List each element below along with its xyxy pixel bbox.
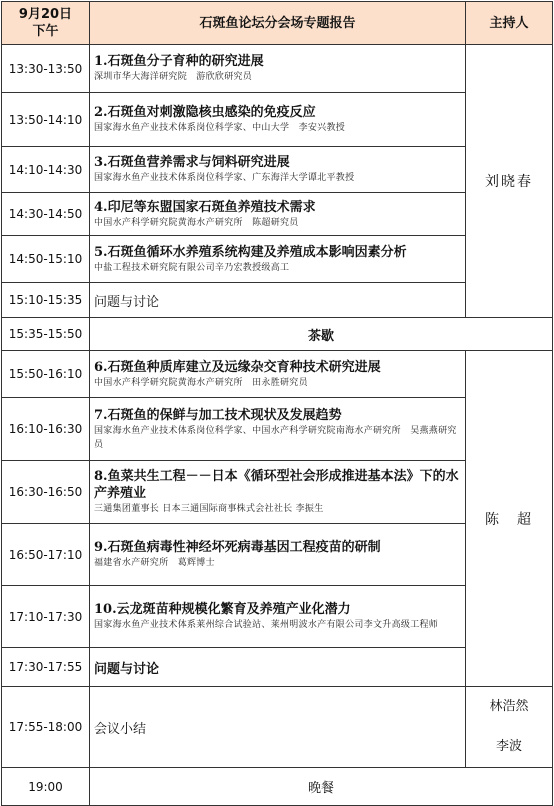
topic-cell: [90, 45, 466, 93]
speaker-info: 中国水产科学研究院黄海水产研究所 田永胜研究员: [94, 377, 308, 388]
speaker-info: 国家海水鱼产业技术体系岗位科学家、广东海洋大学谭北平教授: [94, 173, 355, 183]
topic-cell: [90, 351, 466, 398]
speaker-info: 国家海水鱼产业技术体系莱州综合试验站、莱州明波水产有限公司李文升高级工程师: [94, 620, 439, 630]
time-cell: 19:00: [2, 768, 90, 806]
host-name: 林浩然: [489, 699, 529, 714]
speaker-info: 中盐工程技术研究院有限公司辛乃宏教授级高工: [94, 262, 290, 273]
break-row: [2, 318, 553, 351]
date-header: [2, 2, 90, 45]
time-cell: 13:30-13:50: [2, 45, 90, 93]
host-cell: 陈 超: [466, 351, 553, 687]
time-cell: 15:35-15:50: [2, 318, 90, 351]
table-row: [2, 45, 553, 93]
time-cell: 14:50-15:10: [2, 236, 90, 283]
time-cell: 13:50-14:10: [2, 93, 90, 147]
report-title: 4.印尼等东盟国家石斑鱼养殖技术需求: [94, 199, 316, 215]
dinner-row: [2, 768, 553, 806]
speaker-info: 国家海水鱼产业技术体系岗位科学家、中国水产科学研究院南海水产研究所 吴燕燕研究员: [94, 425, 457, 450]
time-cell: 16:30-16:50: [2, 461, 90, 524]
topic-cell: [90, 398, 466, 461]
discussion-cell: 问题与讨论: [90, 283, 466, 318]
discussion-cell: 问题与讨论: [90, 648, 466, 687]
topic-cell: [90, 147, 466, 193]
host-header: 主持人: [466, 2, 553, 45]
break-label: 茶歇: [90, 318, 553, 351]
report-title: 2.石斑鱼对刺激隐核虫感染的免疫反应: [94, 105, 316, 120]
topic-cell: [90, 193, 466, 236]
time-cell: 16:10-16:30: [2, 398, 90, 461]
host-name: 李波: [495, 739, 522, 754]
report-title: 5.石斑鱼循环水养殖系统构建及养殖成本影响因素分析: [94, 244, 407, 260]
topic-cell: [90, 461, 466, 524]
speaker-info: 国家海水鱼产业技术体系岗位科学家、中山大学 李安兴教授: [94, 123, 346, 133]
speaker-info: 三通集团董事长 日本三通国际商事株式会社社长 李振生: [94, 504, 324, 514]
period-label: 下午: [32, 24, 59, 39]
schedule-table: [1, 1, 553, 806]
closing-label: 会议小结: [90, 687, 466, 768]
date-label: 9月20日: [18, 7, 73, 22]
topic-cell: [90, 93, 466, 147]
time-cell: 15:50-16:10: [2, 351, 90, 398]
topic-header: 石斑鱼论坛分会场专题报告: [90, 2, 466, 45]
report-title: 3.石斑鱼营养需求与饲料研究进展: [94, 155, 290, 170]
table-row: [2, 351, 553, 398]
closing-row: [2, 687, 553, 768]
time-cell: 17:55-18:00: [2, 687, 90, 768]
report-title: 10.云龙斑苗种规模化繁育及养殖产业化潜力: [94, 602, 351, 617]
report-title: 6.石斑鱼种质库建立及远缘杂交育种技术研究进展: [94, 359, 381, 375]
closing-hosts: [466, 687, 553, 768]
report-title: 1.石斑鱼分子育种的研究进展: [94, 54, 264, 69]
time-cell: 17:10-17:30: [2, 586, 90, 648]
report-title: 7.石斑鱼的保鲜与加工技术现状及发展趋势: [94, 407, 342, 423]
topic-cell: [90, 524, 466, 586]
host-cell: 刘晓春: [466, 45, 553, 318]
topic-cell: [90, 236, 466, 283]
time-cell: 14:10-14:30: [2, 147, 90, 193]
speaker-info: 深圳市华大海洋研究院 游欣欣研究员: [94, 72, 253, 82]
speaker-info: 福建省水产研究所 葛辉博士: [94, 558, 215, 568]
speaker-info: 中国水产科学研究院黄海水产研究所 陈超研究员: [94, 217, 299, 228]
dinner-label: 晚餐: [90, 768, 553, 806]
topic-cell: [90, 586, 466, 648]
header-row: [2, 2, 553, 45]
time-cell: 17:30-17:55: [2, 648, 90, 687]
time-cell: 16:50-17:10: [2, 524, 90, 586]
report-title: 8.鱼菜共生工程－－日本《循环型社会形成推进基本法》下的水产养殖业: [94, 469, 459, 501]
report-title: 9.石斑鱼病毒性神经坏死病毒基因工程疫苗的研制: [94, 540, 381, 555]
time-cell: 14:30-14:50: [2, 193, 90, 236]
time-cell: 15:10-15:35: [2, 283, 90, 318]
